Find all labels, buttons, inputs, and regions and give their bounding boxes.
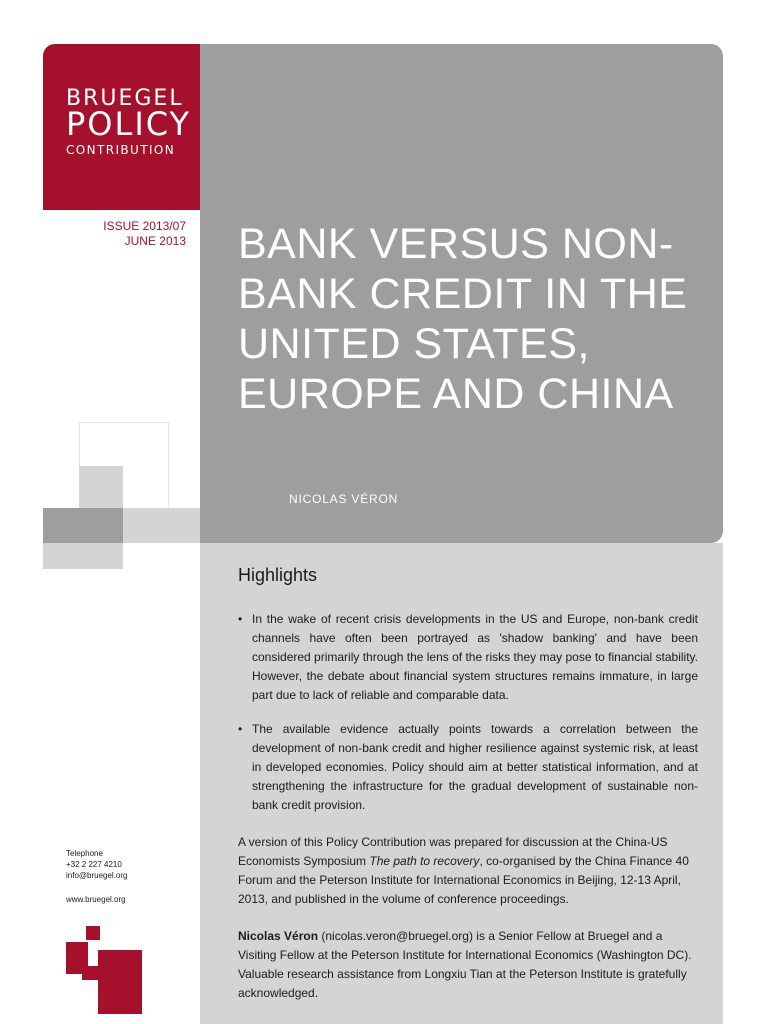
- logo-policy: POLICY: [66, 105, 192, 143]
- highlight-bullet: [238, 610, 698, 705]
- logo-contribution: CONTRIBUTION: [66, 143, 176, 157]
- highlight-text: In the wake of recent crisis developments in the US and Europe, non-bank credit channels have often been portrayed as 'shadow banking' and have been considered primarily through the lens of the risks they may pose to financial stability. However, the debate about financial system structures remains immature, in large part due to lack of reliable and comparable data.: [252, 612, 698, 702]
- website-link[interactable]: www.bruegel.org: [66, 895, 126, 904]
- logo-bruegel: BRUEGEL: [66, 86, 184, 111]
- issue-number: ISSUE 2013/07: [103, 219, 186, 233]
- bullet-dot-icon: •: [238, 722, 243, 736]
- title-line-2: BANK CREDIT IN THE: [238, 270, 688, 318]
- author-name: NICOLAS VÉRON: [289, 492, 399, 506]
- issue-date: JUNE 2013: [124, 234, 186, 248]
- title-line-4: EUROPE AND CHINA: [238, 370, 674, 418]
- email-link[interactable]: info@bruegel.org: [66, 871, 128, 880]
- symposium-title: The path to recovery: [369, 854, 480, 868]
- version-note: [238, 833, 693, 909]
- bruegel-mark-icon: [62, 924, 146, 1020]
- decorative-square: [79, 466, 123, 508]
- author-note: [238, 927, 693, 1003]
- highlight-text: The available evidence actually points towards a correlation between the development of non-bank credit and higher resilience against systemic risk, at least in developed economies. Policy should aim at better statistical information, and at strengthening the infrastructure for the gradual development of sustainable non-bank credit provision.: [252, 722, 698, 812]
- decorative-square: [123, 508, 200, 543]
- author-note-text: (nicolas.veron@bruegel.org) is a Senior Fellow at Bruegel and a Visiting Fellow at the Peterson Institute for International Economics (Washington DC). Valuable research assistance from Longxiu Tian at the Peterson Institute is gratefully acknowledged.: [238, 929, 692, 1000]
- decorative-square: [43, 508, 123, 543]
- bullet-dot-icon: •: [238, 612, 243, 626]
- telephone-number: +32 2 227 4210: [66, 860, 122, 869]
- decorative-square: [43, 543, 123, 569]
- version-note-text: A version of this Policy Contribution was prepared for discussion at the China-US Economists Symposium: [238, 835, 668, 868]
- highlight-bullet: [238, 720, 698, 815]
- telephone-label: Telephone: [66, 849, 103, 858]
- title-line-3: UNITED STATES,: [238, 320, 590, 368]
- highlights-heading: Highlights: [238, 565, 318, 585]
- version-note-text-end: , co-organised by the China Finance 40 Forum and the Peterson Institute for International Economics in Beijing, 12-13 April, 2013, and published in the volume of conference proceedings.: [238, 854, 689, 906]
- author-note-name: Nicolas Véron: [238, 929, 319, 943]
- title-line-1: BANK VERSUS NON-: [238, 220, 674, 268]
